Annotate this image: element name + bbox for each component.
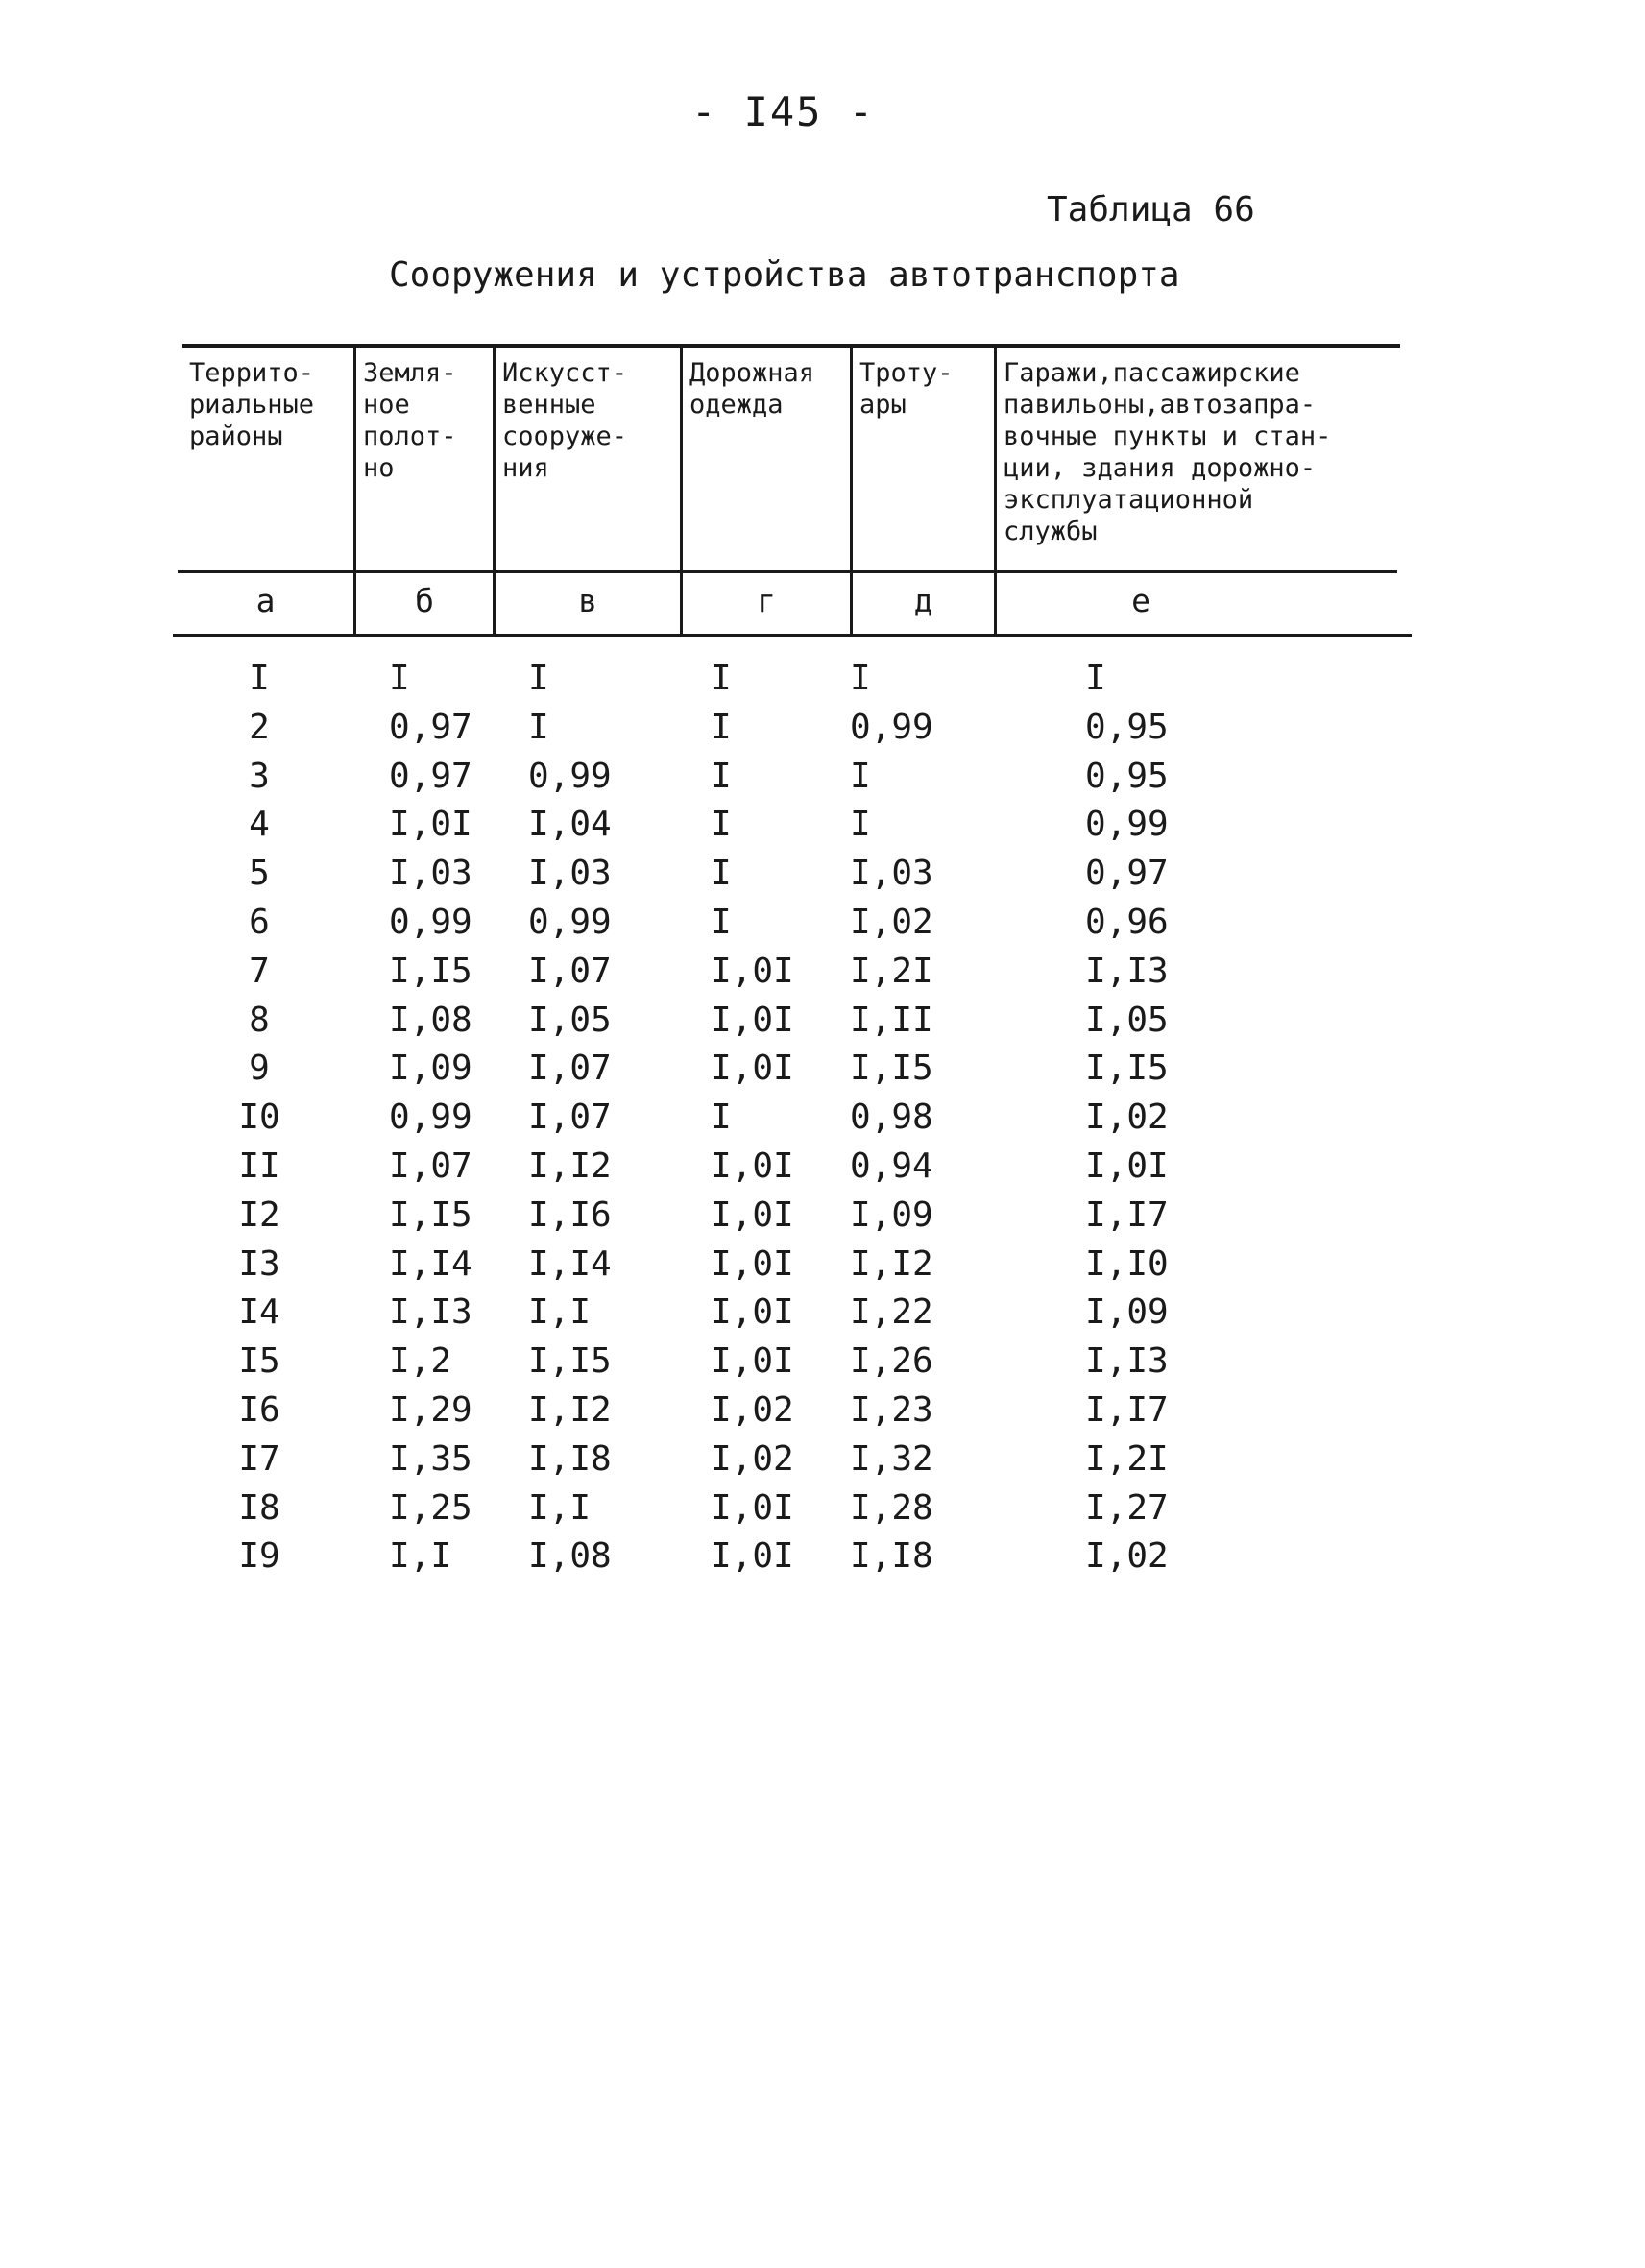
- garages-value: I,02: [1085, 1536, 1169, 1577]
- district-number: 3: [249, 756, 270, 796]
- earth-bed-value: 0,99: [389, 902, 472, 942]
- sidewalks-value: I: [850, 659, 871, 698]
- sidewalks-value: 0,94: [850, 1146, 933, 1186]
- column-letter-d: д: [913, 582, 933, 619]
- district-number: I2: [238, 1194, 280, 1235]
- garages-value: I,27: [1085, 1487, 1169, 1528]
- column-letter-v: в: [578, 582, 597, 619]
- artificial-structures-value: 0,99: [528, 902, 612, 942]
- district-number: 6: [249, 902, 270, 942]
- column-header-sidewalks: Троту- ары: [859, 358, 954, 420]
- district-number: I3: [238, 1243, 280, 1284]
- table-row: [178, 753, 1412, 802]
- table-row: [178, 850, 1412, 899]
- sidewalks-value: I,I5: [850, 1049, 933, 1089]
- column-header-districts: Террито- риальные районы: [189, 358, 315, 451]
- column-header-earth-bed: Земля- ное полот- но: [363, 358, 457, 483]
- page-number: - I45 -: [691, 88, 876, 135]
- garages-value: I,I3: [1085, 1341, 1169, 1382]
- district-number: I9: [238, 1536, 280, 1577]
- garages-value: I,I5: [1085, 1049, 1169, 1089]
- sidewalks-value: I,02: [850, 902, 933, 942]
- sidewalks-value: I,I8: [850, 1536, 933, 1577]
- table-header: [178, 344, 1412, 637]
- artificial-structures-value: I,04: [528, 805, 612, 845]
- district-number: I7: [238, 1438, 280, 1479]
- garages-value: 0,97: [1085, 854, 1169, 894]
- earth-bed-value: I,2: [389, 1341, 452, 1382]
- artificial-structures-value: I,I4: [528, 1243, 612, 1284]
- column-header-artificial-structures: Искусст- венные сооруже- ния: [502, 358, 628, 483]
- garages-value: I,I7: [1085, 1389, 1169, 1430]
- artificial-structures-value: I,I8: [528, 1438, 612, 1479]
- table-row: [178, 655, 1412, 704]
- earth-bed-value: I,03: [389, 854, 472, 894]
- district-number: I4: [238, 1292, 280, 1333]
- sidewalks-value: I,II: [850, 1000, 933, 1040]
- pavement-value: I,0I: [711, 1536, 794, 1577]
- district-number: II: [238, 1146, 280, 1186]
- table-row: [178, 1143, 1412, 1192]
- garages-value: I,05: [1085, 1000, 1169, 1040]
- district-number: 4: [249, 805, 270, 845]
- table-row: [178, 1192, 1412, 1241]
- earth-bed-value: 0,99: [389, 1098, 472, 1138]
- earth-bed-value: I,I5: [389, 1194, 472, 1235]
- garages-value: 0,95: [1085, 707, 1169, 747]
- artificial-structures-value: I,I6: [528, 1194, 612, 1235]
- district-number: 2: [249, 707, 270, 747]
- artificial-structures-value: I,07: [528, 1098, 612, 1138]
- pavement-value: I: [711, 1098, 732, 1138]
- pavement-value: I: [711, 756, 732, 796]
- garages-value: 0,95: [1085, 756, 1169, 796]
- sidewalks-value: 0,98: [850, 1098, 933, 1138]
- garages-value: I,2I: [1085, 1438, 1169, 1479]
- earth-bed-value: I,0I: [389, 805, 472, 845]
- column-letter-a: а: [255, 582, 276, 619]
- header-middle-rule: [178, 570, 1397, 573]
- garages-value: I,I3: [1085, 951, 1169, 991]
- table-row: [178, 801, 1412, 850]
- sidewalks-value: I,26: [850, 1341, 933, 1382]
- sidewalks-value: I,03: [850, 854, 933, 894]
- column-letter-b: б: [415, 582, 434, 619]
- garages-value: I,I7: [1085, 1194, 1169, 1235]
- sidewalks-value: 0,99: [850, 707, 933, 747]
- table-row: [178, 899, 1412, 948]
- table-row: [178, 1387, 1412, 1436]
- pavement-value: I,0I: [711, 1000, 794, 1040]
- earth-bed-value: I,07: [389, 1146, 472, 1186]
- table-row: [178, 1094, 1412, 1143]
- table-row: [178, 948, 1412, 997]
- pavement-value: I,0I: [711, 951, 794, 991]
- sidewalks-value: I,2I: [850, 951, 933, 991]
- pavement-value: I,0I: [711, 1049, 794, 1089]
- table-row: [178, 1338, 1412, 1387]
- artificial-structures-value: I,07: [528, 1049, 612, 1089]
- garages-value: I,I0: [1085, 1243, 1169, 1284]
- earth-bed-value: I,25: [389, 1487, 472, 1528]
- table-row: [178, 1484, 1412, 1533]
- pavement-value: I,0I: [711, 1487, 794, 1528]
- pavement-value: I: [711, 854, 732, 894]
- earth-bed-value: 0,97: [389, 707, 472, 747]
- column-header-pavement: Дорожная одежда: [689, 358, 815, 420]
- district-number: I8: [238, 1487, 280, 1528]
- earth-bed-value: I,I4: [389, 1243, 472, 1284]
- table-row: [178, 997, 1412, 1046]
- artificial-structures-value: I,I: [528, 1292, 592, 1333]
- pavement-value: I: [711, 902, 732, 942]
- table-body: [178, 655, 1412, 1581]
- artificial-structures-value: I,I: [528, 1487, 592, 1528]
- header-top-rule: [182, 344, 1400, 348]
- pavement-value: I,0I: [711, 1243, 794, 1284]
- earth-bed-value: I,I3: [389, 1292, 472, 1333]
- table-title: Сооружения и устройства автотранспорта: [389, 255, 1180, 295]
- column-letter-e: е: [1131, 582, 1150, 619]
- earth-bed-value: I,I: [389, 1536, 452, 1577]
- earth-bed-value: I: [389, 659, 410, 698]
- pavement-value: I,0I: [711, 1341, 794, 1382]
- artificial-structures-value: I,07: [528, 951, 612, 991]
- artificial-structures-value: I,08: [528, 1536, 612, 1577]
- table-row: [178, 1289, 1412, 1338]
- earth-bed-value: I,29: [389, 1389, 472, 1430]
- artificial-structures-value: I: [528, 707, 549, 747]
- district-number: I6: [238, 1389, 280, 1430]
- district-number: 8: [249, 1000, 270, 1040]
- pavement-value: I: [711, 707, 732, 747]
- column-header-garages: Гаражи,пассажирские павильоны,автозапра- вочные пункты и стан- ции, здания дорожно- эксплуатационной службы: [1004, 358, 1332, 546]
- sidewalks-value: I,I2: [850, 1243, 933, 1284]
- sidewalks-value: I,22: [850, 1292, 933, 1333]
- table-row: [178, 704, 1412, 753]
- earth-bed-value: I,I5: [389, 951, 472, 991]
- table-row: [178, 1045, 1412, 1094]
- district-number: I5: [238, 1341, 280, 1382]
- artificial-structures-value: I,I2: [528, 1146, 612, 1186]
- sidewalks-value: I: [850, 756, 871, 796]
- sidewalks-value: I,32: [850, 1438, 933, 1479]
- sidewalks-value: I,23: [850, 1389, 933, 1430]
- garages-value: I,02: [1085, 1098, 1169, 1138]
- header-bottom-rule: [173, 634, 1412, 637]
- pavement-value: I,0I: [711, 1292, 794, 1333]
- artificial-structures-value: 0,99: [528, 756, 612, 796]
- table-row: [178, 1436, 1412, 1484]
- pavement-value: I,0I: [711, 1194, 794, 1235]
- pavement-value: I,0I: [711, 1146, 794, 1186]
- district-number: 7: [249, 951, 270, 991]
- earth-bed-value: 0,97: [389, 756, 472, 796]
- garages-value: 0,96: [1085, 902, 1169, 942]
- artificial-structures-value: I,05: [528, 1000, 612, 1040]
- column-letter-g: г: [757, 582, 776, 619]
- table-label: Таблица 66: [1047, 190, 1255, 229]
- garages-value: 0,99: [1085, 805, 1169, 845]
- district-number: 5: [249, 854, 270, 894]
- pavement-value: I,02: [711, 1389, 794, 1430]
- artificial-structures-value: I: [528, 659, 549, 698]
- pavement-value: I: [711, 659, 732, 698]
- artificial-structures-value: I,I2: [528, 1389, 612, 1430]
- artificial-structures-value: I,I5: [528, 1341, 612, 1382]
- table-row: [178, 1241, 1412, 1290]
- pavement-value: I: [711, 805, 732, 845]
- earth-bed-value: I,09: [389, 1049, 472, 1089]
- garages-value: I,09: [1085, 1292, 1169, 1333]
- artificial-structures-value: I,03: [528, 854, 612, 894]
- pavement-value: I,02: [711, 1438, 794, 1479]
- garages-value: I,0I: [1085, 1146, 1169, 1186]
- district-number: I: [249, 659, 270, 698]
- sidewalks-value: I,09: [850, 1194, 933, 1235]
- earth-bed-value: I,08: [389, 1000, 472, 1040]
- district-number: 9: [249, 1049, 270, 1089]
- sidewalks-value: I,28: [850, 1487, 933, 1528]
- table-row: [178, 1532, 1412, 1581]
- garages-value: I: [1085, 659, 1106, 698]
- earth-bed-value: I,35: [389, 1438, 472, 1479]
- sidewalks-value: I: [850, 805, 871, 845]
- district-number: I0: [238, 1098, 280, 1138]
